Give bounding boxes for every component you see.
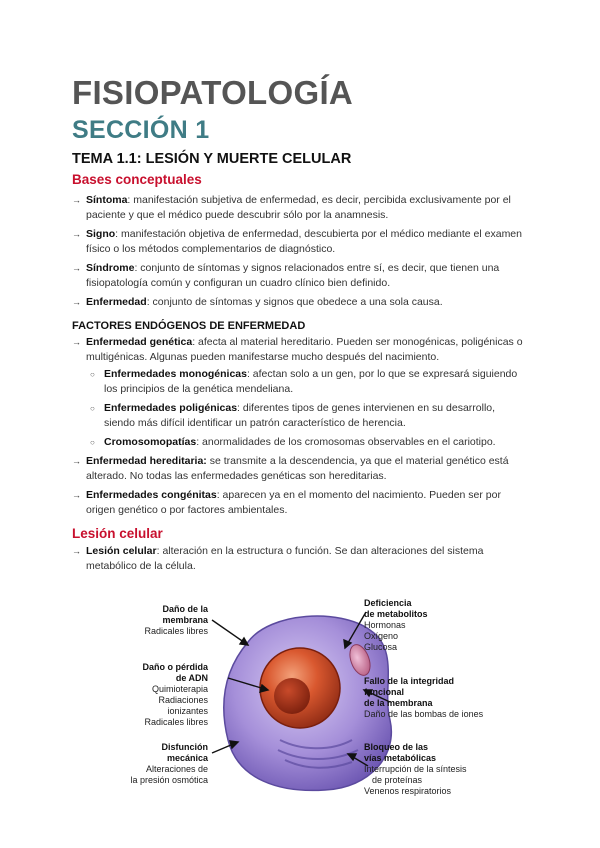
factores-list (72, 335, 527, 522)
heading-bases-conceptuales: Bases conceptuales (72, 172, 202, 187)
list-item: → Enfermedad hereditaria: se transmite a la descendencia, ya que el material genético está alterado. No todas las enfermedades genéticas son hereditarias. (72, 454, 527, 484)
list-item: → Enfermedades congénitas: aparecen ya en el momento del nacimiento. Pueden ser por origen genético o por factores ambientales. (72, 488, 527, 518)
section-title: SECCIÓN 1 (72, 116, 210, 144)
page-title: FISIOPATOLOGÍA (72, 74, 354, 111)
nucleolus (274, 678, 310, 714)
label-disfuncion-mecanica: Disfunción mecánica Alteraciones de la presión osmótica (130, 742, 208, 785)
heading-lesion-celular: Lesión celular (72, 526, 163, 541)
cell-injury-figure (120, 590, 500, 810)
list-item: → Síndrome: conjunto de síntomas y signos relacionados entre sí, es decir, que tienen una fisiopatología común y configuran un cuadro clínico bien definido. (72, 261, 527, 291)
label-fallo-integridad: Fallo de la integridad funcional de la membrana Daño de las bombas de iones (364, 676, 484, 719)
bases-list (72, 193, 527, 314)
heading-factores-endogenos: FACTORES ENDÓGENOS DE ENFERMEDAD (72, 320, 306, 332)
list-item: → Lesión celular: alteración en la estructura o función. Se dan alteraciones del sistema metabólico de la célula. (72, 544, 527, 574)
sub-list-item: ○ Enfermedades monogénicas: afectan solo a un gen, por lo que se expresará siguiendo los principios de la genética mendeliana. (86, 367, 527, 397)
label-dano-membrana: Daño de la membrana Radicales libres (144, 604, 208, 636)
topic-title: TEMA 1.1: LESIÓN Y MUERTE CELULAR (72, 151, 352, 167)
list-item: → Síntoma: manifestación subjetiva de enfermedad, es decir, percibida exclusivamente por el paciente y que el médico puede descubrir sólo por la anamnesis. (72, 193, 527, 223)
list-item: → Enfermedad: conjunto de síntomas y signos que obedece a una sola causa. (72, 295, 527, 310)
lesion-list (72, 544, 527, 578)
label-deficiencia-metabolitos: Deficiencia de metabolitos Hormonas Oxígeno Glucosa (364, 598, 428, 652)
list-item: → Signo: manifestación objetiva de enfermedad, descubierta por el médico mediante el examen físico o los métodos complementarios de diagnóstico. (72, 227, 527, 257)
label-dano-adn: Daño o pérdida de ADN Quimioterapia Radiaciones ionizantes Radicales libres (142, 662, 208, 727)
label-bloqueo-vias: Bloqueo de las vías metabólicas Interrupción de la síntesis de proteínas Venenos respiratorios (364, 742, 467, 796)
sub-list-item: ○ Cromosomopatías: anormalidades de los cromosomas observables en el cariotipo. (86, 435, 527, 450)
sub-list-item: ○ Enfermedades poligénicas: diferentes tipos de genes intervienen en su desarrollo, siendo más difícil identificar un patrón característico de herencia. (86, 401, 527, 431)
sub-list (86, 367, 527, 450)
list-item: → Enfermedad genética: afecta al material hereditario. Pueden ser monogénicas, poligénicas o multigénicas. Algunas pueden manifestarse mucho después del nacimiento. ○ Enfermedades monogénicas: afectan solo a un gen, por lo que se expresará siguiendo los principios de la genética mendeliana. ○ Enfermedades poligénicas: diferentes tipos de genes intervienen en su desarrollo, siendo más difícil identificar un patrón característico de herencia. ○ Cromosomopatías: anormalidades de los cromosomas observables en el cariotipo. (72, 335, 527, 450)
